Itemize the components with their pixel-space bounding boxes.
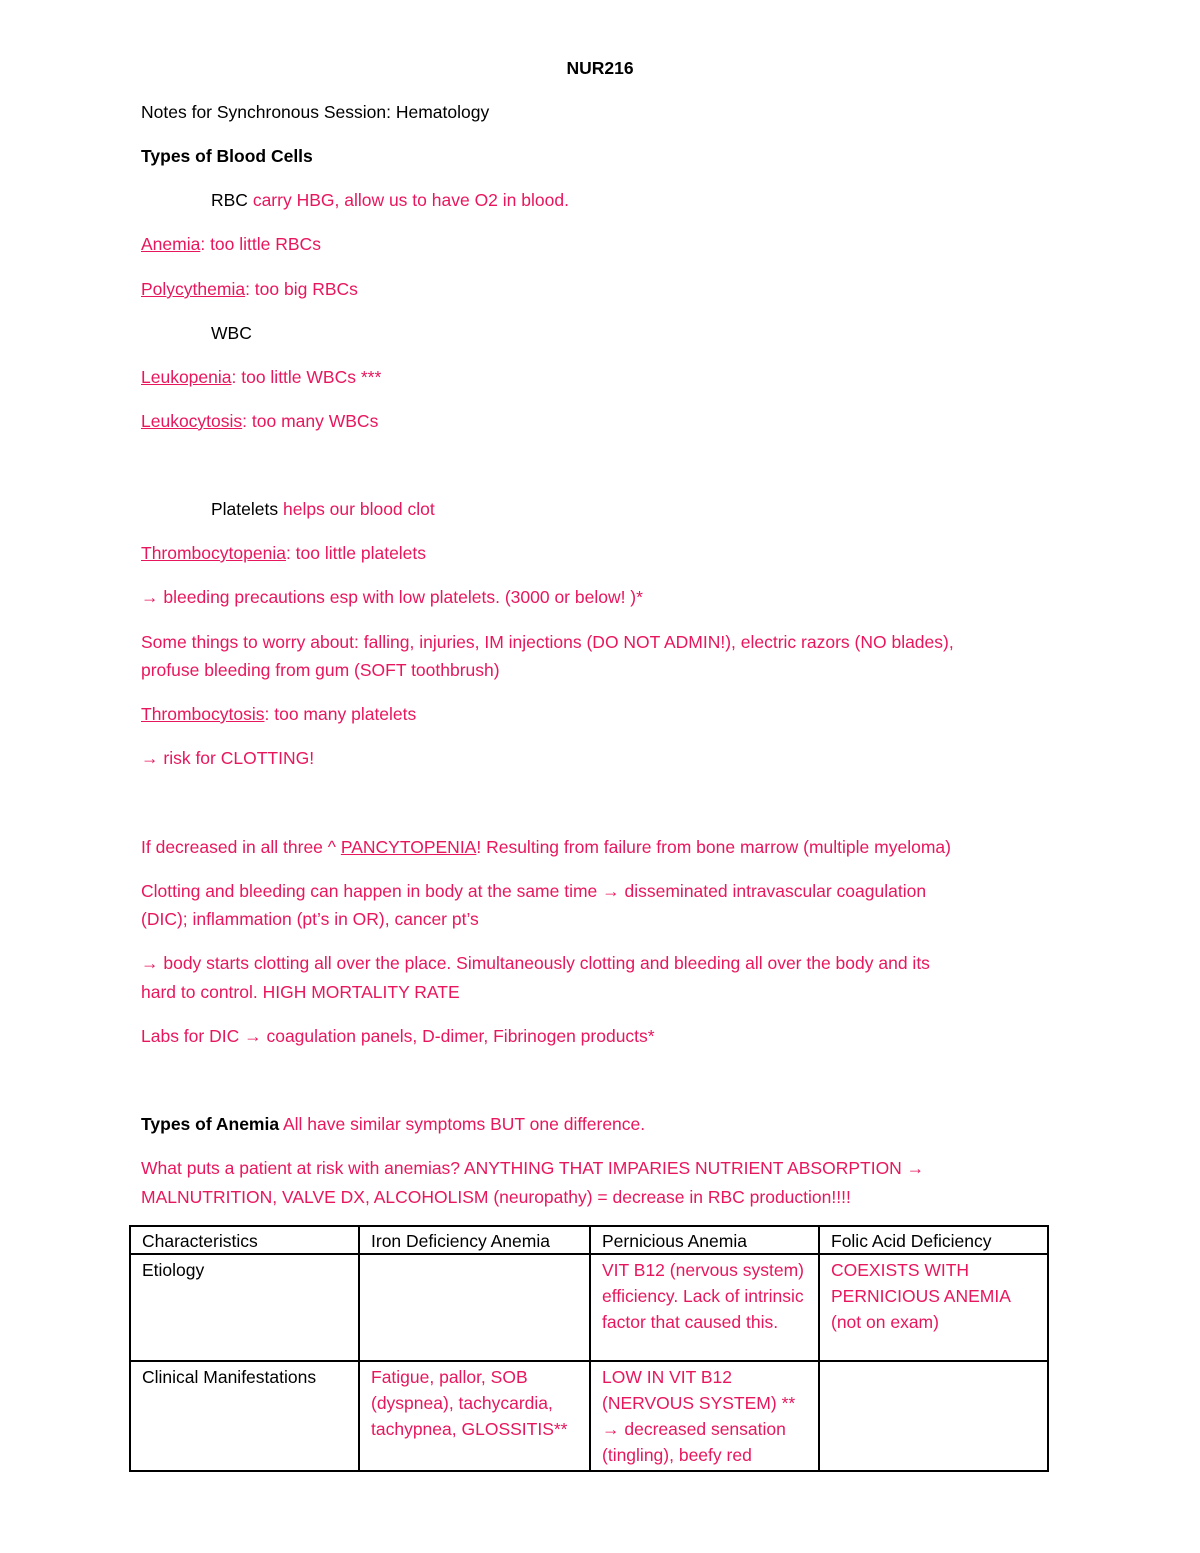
- clotting-risk: → risk for CLOTTING!: [141, 748, 315, 768]
- dic-line-4: hard to control. HIGH MORTALITY RATE: [141, 982, 460, 1002]
- table-cell: Fatigue, pallor, SOB (dyspnea), tachycardia, tachypnea, GLOSSITIS**: [359, 1361, 590, 1471]
- polycythemia-desc: : too big RBCs: [245, 279, 358, 299]
- anemia-types-line: [141, 1113, 645, 1135]
- session-subtitle: Notes for Synchronous Session: Hematology: [141, 102, 490, 122]
- anemia-types-heading: Types of Anemia: [141, 1114, 280, 1134]
- anemia-desc: : too little RBCs: [200, 234, 321, 254]
- leukopenia-term: Leukopenia: [141, 367, 232, 387]
- table-header-cell: Characteristics: [130, 1226, 359, 1254]
- table-cell: LOW IN VIT B12 (NERVOUS SYSTEM) ** → decreased sensation (tingling), beefy red: [590, 1361, 819, 1471]
- thrombocytopenia-line: [141, 542, 426, 564]
- anemia-types-note: All have similar symptoms BUT one difference.: [279, 1114, 646, 1134]
- thrombocytosis-term: Thrombocytosis: [141, 704, 265, 724]
- thrombocytosis-desc: : too many platelets: [264, 704, 417, 724]
- rbc-term: RBC: [211, 190, 248, 210]
- anemia-line: [141, 233, 321, 255]
- table-header-row: [130, 1226, 1048, 1254]
- dic-line-1: Clotting and bleeding can happen in body at the same time → disseminated intravascular coagulation: [141, 881, 927, 901]
- leukocytosis-line: [141, 410, 378, 432]
- dic-labs: Labs for DIC → coagulation panels, D-dimer, Fibrinogen products*: [141, 1026, 655, 1046]
- table-cell: VIT B12 (nervous system) efficiency. Lack of intrinsic factor that caused this.: [590, 1254, 819, 1361]
- pancytopenia-post: ! Resulting from failure from bone marrow (multiple myeloma): [476, 837, 951, 857]
- pancytopenia-term: PANCYTOPENIA: [340, 837, 477, 857]
- thrombocytosis-line: [141, 703, 416, 725]
- pancytopenia-line: [141, 836, 951, 858]
- anemia-risk-line-1: What puts a patient at risk with anemias? ANYTHING THAT IMPARIES NUTRIENT ABSORPTION →: [141, 1158, 925, 1178]
- polycythemia-line: [141, 278, 358, 300]
- table-cell: COEXISTS WITH PERNICIOUS ANEMIA (not on exam): [819, 1254, 1048, 1361]
- leukocytosis-desc: : too many WBCs: [242, 411, 379, 431]
- table-row: [130, 1361, 1048, 1471]
- table-row: [130, 1254, 1048, 1361]
- leukocytosis-term: Leukocytosis: [141, 411, 243, 431]
- blood-cells-heading: Types of Blood Cells: [141, 146, 313, 166]
- platelets-desc: helps our blood clot: [278, 499, 435, 519]
- platelets-term: Platelets: [211, 499, 279, 519]
- row-label-cell: Clinical Manifestations: [130, 1361, 359, 1471]
- thrombocytopenia-term: Thrombocytopenia: [141, 543, 286, 563]
- leukopenia-line: [141, 366, 381, 388]
- worry-line-2: profuse bleeding from gum (SOFT toothbrush): [141, 660, 500, 680]
- leukopenia-desc: : too little WBCs ***: [231, 367, 382, 387]
- anemia-comparison-table: [129, 1225, 1049, 1472]
- anemia-risk-line-2: MALNUTRITION, VALVE DX, ALCOHOLISM (neuropathy) = decrease in RBC production!!!!: [141, 1187, 851, 1207]
- table-header-cell: Folic Acid Deficiency: [819, 1226, 1048, 1254]
- table-header-cell: Pernicious Anemia: [590, 1226, 819, 1254]
- platelets-line: [211, 498, 435, 520]
- rbc-desc: carry HBG, allow us to have O2 in blood.: [247, 190, 569, 210]
- row-label-cell: Etiology: [130, 1254, 359, 1361]
- polycythemia-term: Polycythemia: [141, 279, 246, 299]
- table-cell: [359, 1254, 590, 1361]
- dic-line-3: → body starts clotting all over the place. Simultaneously clotting and bleeding all over the body and its: [141, 953, 930, 973]
- anemia-term: Anemia: [141, 234, 201, 254]
- pancytopenia-pre: If decreased in all three ^: [141, 837, 341, 857]
- rbc-line: [211, 189, 569, 211]
- worry-line-1: Some things to worry about: falling, injuries, IM injections (DO NOT ADMIN!), electric razors (NO blades),: [141, 632, 954, 652]
- thrombocytopenia-desc: : too little platelets: [285, 543, 427, 563]
- table-header-cell: Iron Deficiency Anemia: [359, 1226, 590, 1254]
- wbc-line: WBC: [211, 323, 252, 343]
- dic-line-2: (DIC); inflammation (pt’s in OR), cancer pt’s: [141, 909, 479, 929]
- bleeding-precautions: → bleeding precautions esp with low platelets. (3000 or below! )*: [141, 587, 643, 607]
- table-cell: [819, 1361, 1048, 1471]
- course-title: NUR216: [566, 58, 634, 78]
